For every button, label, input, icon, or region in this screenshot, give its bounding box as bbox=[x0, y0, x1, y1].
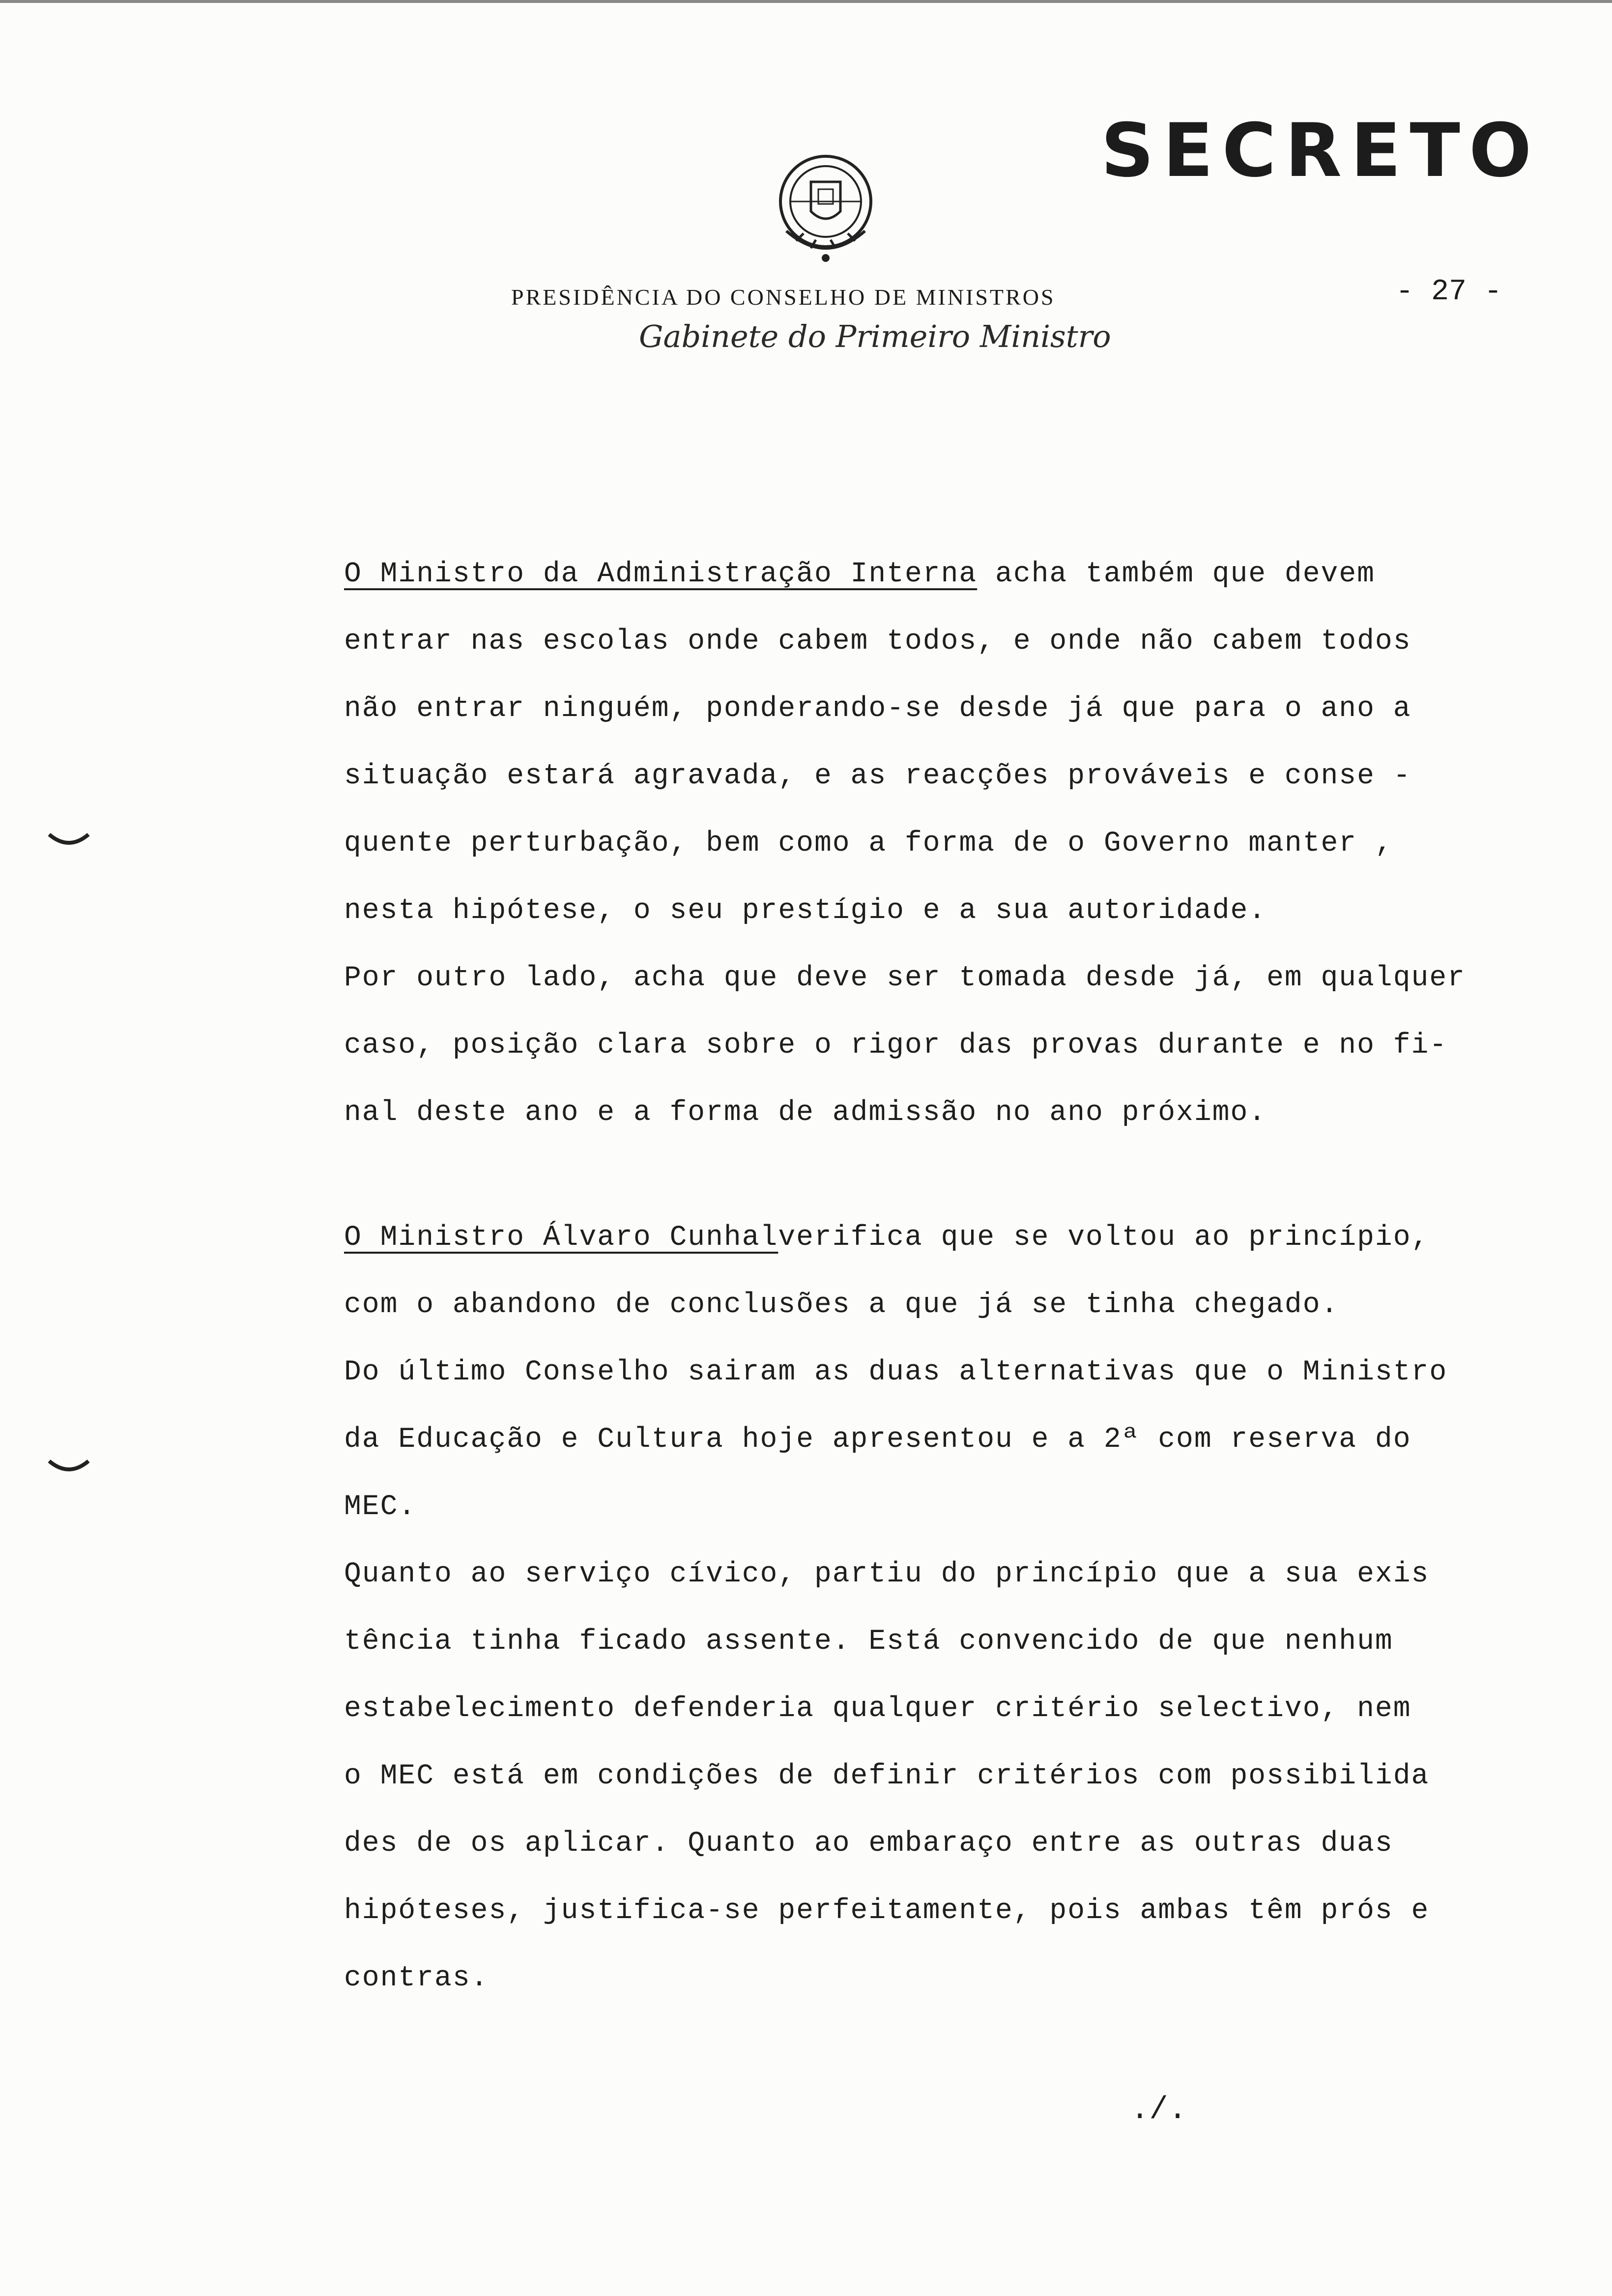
text-line: não entrar ninguém, ponderando-se desde já que para o ano a bbox=[344, 693, 1411, 725]
coat-of-arms-seal bbox=[767, 147, 885, 270]
text-line bbox=[344, 541, 1455, 608]
text-line: nesta hipótese, o seu prestígio e a sua autoridade. bbox=[344, 895, 1267, 927]
text-line: contras. bbox=[344, 1962, 489, 1994]
punch-hole-mark bbox=[47, 831, 91, 850]
text-line: situação estará agravada, e as reacções prováveis e conse - bbox=[344, 760, 1411, 792]
header-title: PRESIDÊNCIA DO CONSELHO DE MINISTROS bbox=[511, 285, 1056, 310]
text-line: MEC. bbox=[344, 1491, 417, 1523]
classification-stamp: SECRETO bbox=[1101, 108, 1541, 194]
text-line: Quanto ao serviço cívico, partiu do princípio que a sua exis bbox=[344, 1558, 1430, 1590]
continuation-mark: ./. bbox=[1130, 2093, 1187, 2128]
text-line: caso, posição clara sobre o rigor das provas durante e no fi- bbox=[344, 1030, 1448, 1062]
text-line: o MEC está em condições de definir critérios com possibilida bbox=[344, 1760, 1430, 1792]
scan-edge bbox=[0, 0, 1612, 3]
speaker-underlined: O Ministro da Administração Interna bbox=[344, 558, 978, 590]
text-line: hipóteses, justifica-se perfeitamente, pois ambas têm prós e bbox=[344, 1895, 1430, 1927]
text-line: nal deste ano e a forma de admissão no ano próximo. bbox=[344, 1097, 1267, 1129]
text-line: tência tinha ficado assente. Está convencido de que nenhum bbox=[344, 1626, 1393, 1658]
line-text: verifica que se voltou ao princípio, bbox=[778, 1222, 1430, 1254]
text-line: quente perturbação, bem como a forma de o Governo manter , bbox=[344, 828, 1393, 860]
text-line: estabelecimento defenderia qualquer critério selectivo, nem bbox=[344, 1693, 1411, 1725]
header-subtitle: Gabinete do Primeiro Ministro bbox=[639, 318, 1111, 354]
text-line: da Educação e Cultura hoje apresentou e a 2ª com reserva do bbox=[344, 1424, 1411, 1456]
speaker-underlined: O Ministro Álvaro Cunhal bbox=[344, 1222, 778, 1254]
text-line: com o abandono de conclusões a que já se tinha chegado. bbox=[344, 1289, 1339, 1321]
text-line: des de os aplicar. Quanto ao embaraço entre as outras duas bbox=[344, 1828, 1393, 1860]
text-line: entrar nas escolas onde cabem todos, e onde não cabem todos bbox=[344, 626, 1411, 658]
text-line: Do último Conselho sairam as duas alternativas que o Ministro bbox=[344, 1356, 1448, 1388]
line-text: acha também que devem bbox=[977, 558, 1375, 590]
page-number: - 27 - bbox=[1396, 275, 1502, 309]
text-line: Por outro lado, acha que deve ser tomada desde já, em qualquer bbox=[344, 962, 1466, 994]
text-line bbox=[344, 1204, 1455, 1271]
paragraph-administracao-interna bbox=[344, 541, 1466, 1147]
punch-hole-mark bbox=[47, 1457, 91, 1477]
paragraph-alvaro-cunhal bbox=[344, 1204, 1455, 2012]
